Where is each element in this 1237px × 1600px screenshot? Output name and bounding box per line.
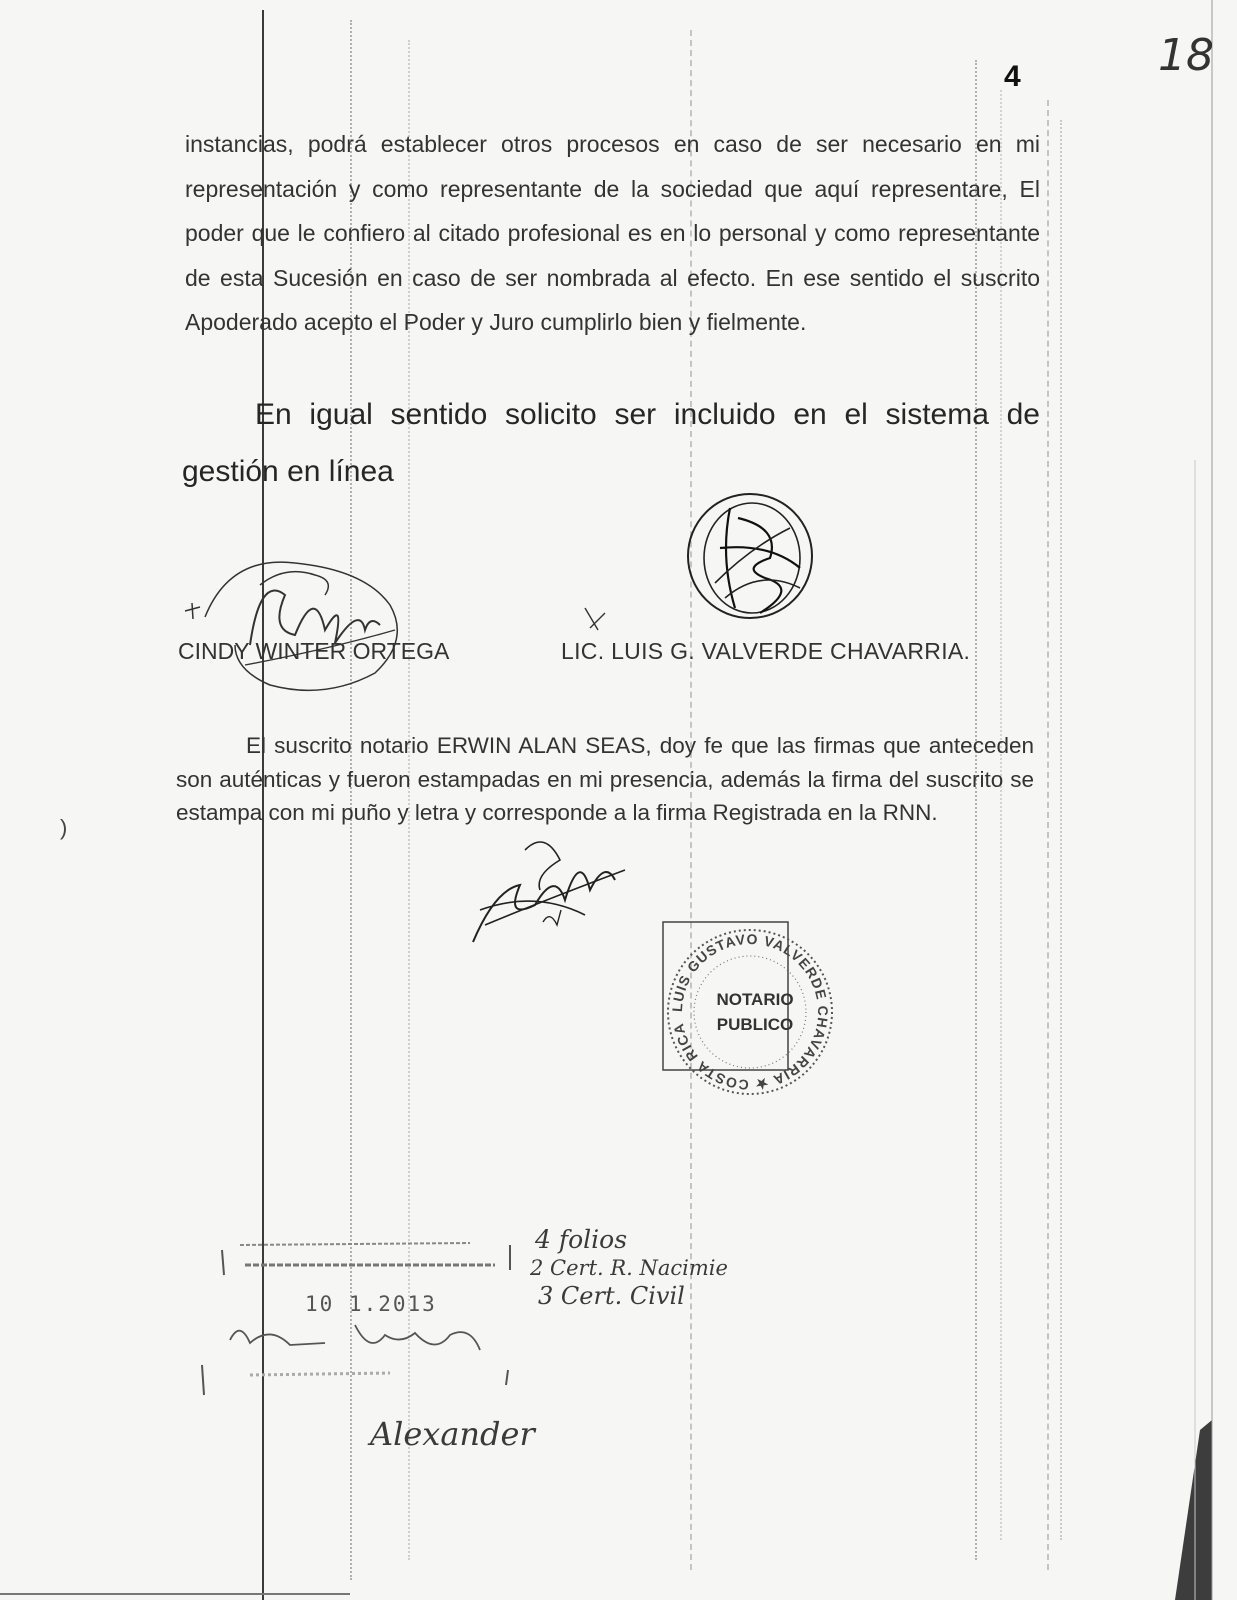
signature-cindy-winter (175, 535, 435, 695)
handwritten-received-by: Alexander (370, 1415, 535, 1453)
page-number: 4 (1004, 60, 1021, 93)
signature-luis-valverde (660, 488, 840, 648)
seal-line-1: NOTARIO (716, 990, 794, 1009)
seal-ring-text: LUIS GUSTAVO VALVERDE CHAVARRIA ★ COSTA RICA ★ (653, 907, 832, 1094)
signature-name-right: LIC. LUIS G. VALVERDE CHAVARRIA. (561, 638, 971, 664)
notary-signature (465, 830, 635, 950)
notary-seal (653, 907, 840, 1105)
body-paragraph-2: En igual sentido solicito ser incluido en el sistema de gestión en línea (182, 398, 1040, 488)
seal-line-2: PUBLICO (716, 1015, 794, 1034)
handwritten-note-folios: 4 folios (535, 1225, 628, 1254)
signature-name-left: CINDY WINTER ORTEGA (178, 638, 450, 664)
margin-mark: ) (60, 815, 68, 840)
handwritten-note-cert-nacimiento: 2 Cert. R. Nacimie (530, 1256, 728, 1280)
body-paragraph-1: instancias, podrá establecer otros procesos en caso de ser necesario en mi representación y como representante de la sociedad que aquí representare, El poder que le confiero al citado profesional es en lo personal y como representante de esta Sucesión en caso de ser nombrada al efecto. En ese sentido el suscrito Apoderado acepto el Poder y Juro cumplirlo bien y fielmente. (185, 131, 1040, 335)
handwritten-note-cert-civil: 3 Cert. Civil (538, 1282, 685, 1310)
reception-stamp-date: 10 1.2013 (305, 1292, 437, 1316)
handwritten-folio-number: 18 (1158, 30, 1214, 81)
notary-attestation-paragraph: El suscrito notario ERWIN ALAN SEAS, doy fe que las firmas que anteceden son auténticas y fueron estampadas en mi presencia, además la firma del suscrito se estampa con mi puño y letra y corresponde a la firma Registrada en la RNN. (176, 733, 1034, 825)
